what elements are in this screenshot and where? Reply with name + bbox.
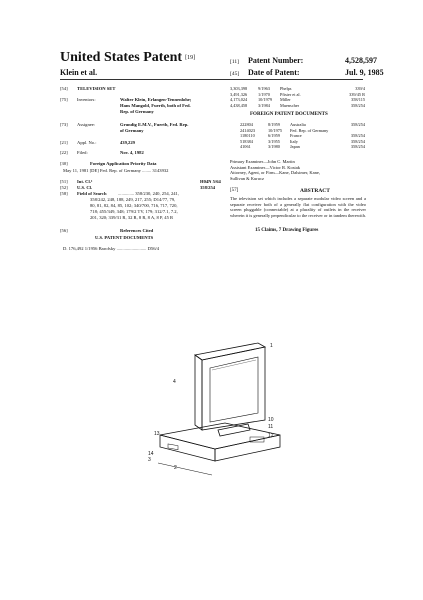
title-row: [54] TELEVISION SET [60, 86, 116, 91]
foreign-citations [240, 122, 365, 150]
monitor-side [195, 355, 202, 430]
attorney: Attorney, Agent, or Firm—Kane, Dalsimer, Kane, [230, 170, 321, 176]
monitor-screen [210, 357, 258, 422]
foreign-heading: FOREIGN PATENT DOCUMENTS [250, 112, 328, 117]
examiners [230, 159, 366, 181]
ref-label: 3 [148, 457, 151, 463]
patent-drawing [140, 335, 285, 480]
citation-row: 518384 3/1955 Italy 358/254 [240, 138, 365, 144]
abstract-heading: ABSTRACT [300, 188, 330, 194]
ref-label: 4 [173, 379, 176, 385]
patent-date-row: [45] Date of Patent: Jul. 9, 1985 [230, 68, 384, 77]
attorney-continued: Sullivan & Kurucz [230, 175, 264, 181]
monitor-top [195, 343, 265, 360]
ref-label: 14 [148, 451, 154, 457]
assistant-examiner: Assistant Examiner—Victor R. Kostak [230, 164, 300, 170]
abstract-text: The television set which includes a separate modular video screen and a separate receiver both of a generally flat configuration with the video screen pluggable (connectable) at a plurality of outlets in the receiver wherein it is generally perpendicular to the receiver or in tandem therewith. [230, 196, 366, 218]
patent-code: [19] [185, 54, 196, 61]
citation-row: 4,173,024 10/1979 Miller 358/115 [230, 97, 365, 103]
authors: Klein et al. [60, 68, 98, 77]
header-divider [60, 79, 363, 80]
ref-label: 12 [268, 433, 274, 439]
ref-label: 11 [268, 424, 274, 430]
primary-examiner: Primary Examiner—John C. Martin [230, 159, 295, 164]
patent-title: United States Patent [19] [60, 50, 196, 65]
us-cl-row: [52] U.S. Cl. 358/254 [60, 185, 216, 190]
citation-row: 222804 8/1959 Australia 358/254 [240, 122, 365, 127]
assignee-row: [73] Assignee: Grundig E.M.V., Fuerth, Fed. Rep. [60, 122, 189, 127]
us-citations [230, 86, 365, 108]
ref-label: 13 [154, 431, 160, 437]
field-of-search-row: [58] Field of Search .............. 358/230, 240, 254, 241, [60, 191, 179, 196]
claims-summary: 15 Claims, 7 Drawing Figures [255, 228, 319, 233]
int-cl-row: [51] Int. Cl.³ H04N 5/64 [60, 179, 221, 184]
foreign-priority-row: [30] Foreign Application Priority Data [60, 161, 157, 166]
abstract-code: [57] [230, 188, 239, 193]
references-row: [56] References Cited [60, 228, 154, 233]
citation-row: 2414023 10/1975 Fed. Rep. of Germany [240, 127, 329, 133]
citation-row: 4,438,458 3/1984 Muenscher 358/254 [230, 102, 365, 108]
filed-row: [22] Filed: Nov. 4, 1982 [60, 150, 144, 155]
appl-no-row: [21] Appl. No.: 439,229 [60, 140, 135, 145]
citation-row: 3,491,326 1/1970 Pfister et al. 339/45 R [230, 91, 365, 97]
patent-number-row: [11] Patent Number: 4,528,597 [230, 56, 377, 65]
ref-label: 1 [270, 343, 273, 349]
monitor-stand [218, 424, 250, 436]
citation-row: 1180110 6/1959 France 358/254 [240, 133, 365, 139]
citation-row: 3,303,398 9/1963 Phelps 339/4 [230, 86, 365, 91]
ref-label: 2 [174, 465, 177, 471]
citation-row: 41061 3/1980 Japan 358/254 [240, 144, 365, 150]
inventors-row: [75] Inventors: Walter Klein, Erlangen-Tennenlohe; [60, 97, 192, 102]
ref-label: 10 [268, 417, 274, 423]
